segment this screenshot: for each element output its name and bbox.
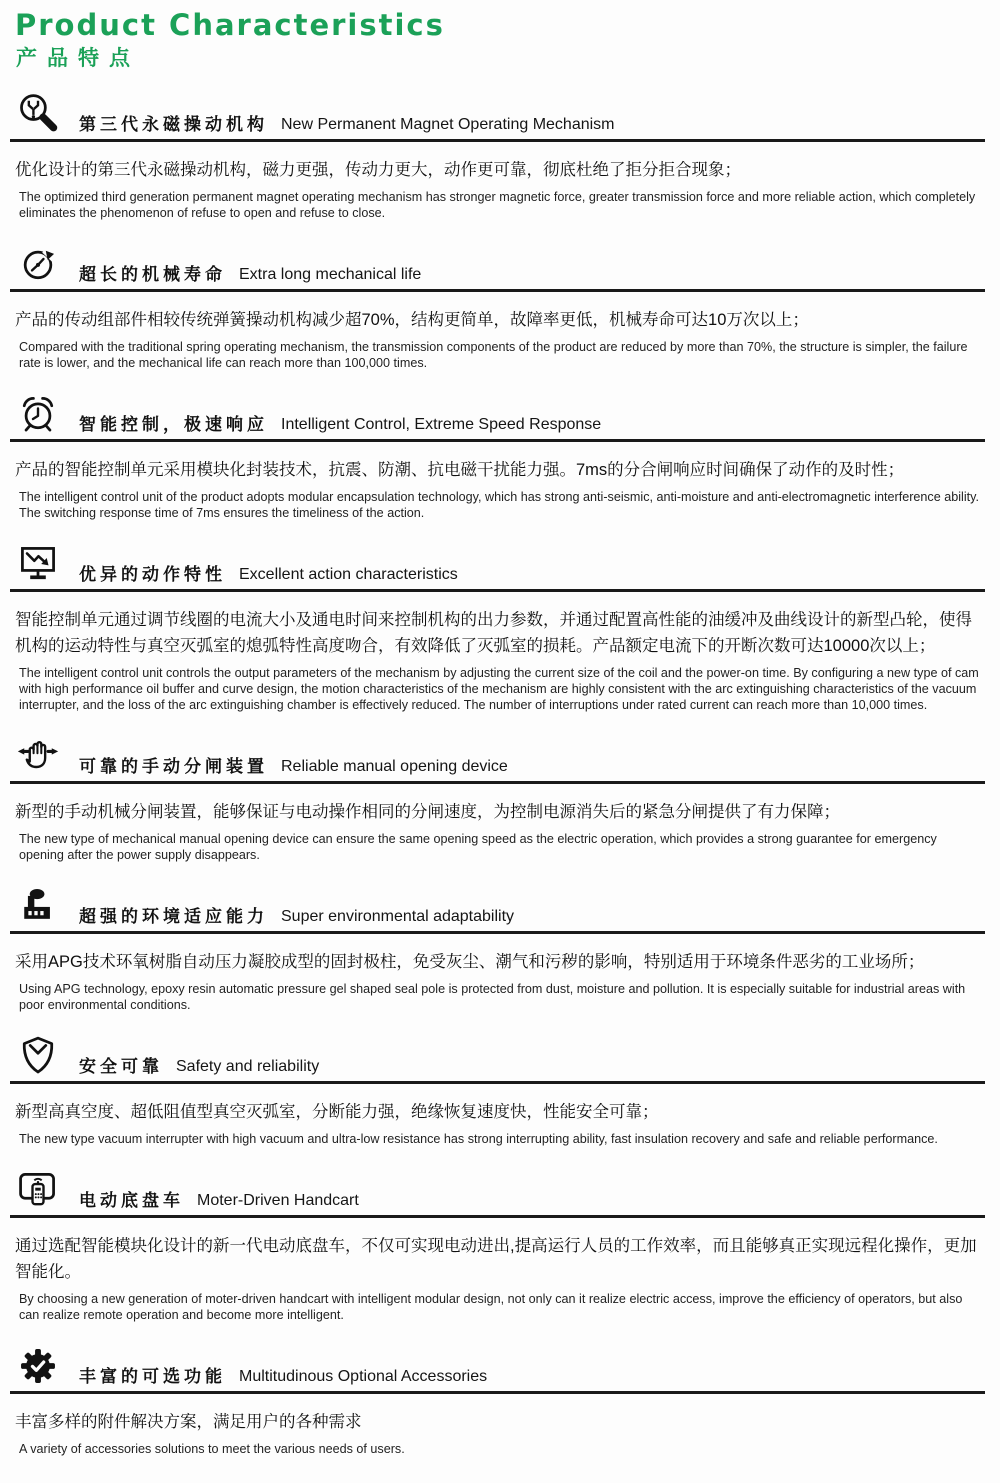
section-divider [10,1215,985,1218]
section-divider [10,931,985,934]
section-divider [10,139,985,142]
page-subtitle: 产品特点 [16,47,140,71]
section-body-zh: 通过选配智能模块化设计的新一代电动底盘车，不仅可实现电动进出,提高运行人员的工作效率，而且能够真正实现远程化操作，更加智能化。 [15,1236,977,1281]
section-body-en: The optimized third generation permanent magnet operating mechanism has stronger magnetic force, greater transmission force and more reliable action, which completely eliminates the phenomenon of refuse to open and refuse to close. [19,189,976,220]
feature-section [0,392,1000,521]
feature-section [0,1168,1000,1323]
section-body-zh: 产品的传动组部件相较传统弹簧操动机构减少超70%，结构更简单，故障率更低，机械寿命可达10万次以上； [15,310,809,329]
feature-section [0,884,1000,1013]
section-header [0,1034,1000,1081]
hand-move-icon [16,734,64,778]
section-header [0,242,1000,289]
section-heading-en: Safety and reliability [176,1057,320,1075]
section-heading-zh: 丰富的可选功能 [79,1366,226,1386]
section-header [0,92,1000,139]
section-header [0,734,1000,781]
section-body-zh: 优化设计的第三代永磁操动机构，磁力更强，传动力更大，动作更可靠，彻底杜绝了拒分拒合现象； [15,160,741,179]
section-body-en: The new type of mechanical manual opening device can ensure the same opening speed as the electric operation, which provides a strong guarantee for emergency opening after the power supply disappears. [19,831,937,862]
section-divider [10,289,985,292]
section-header [0,542,1000,589]
section-heading-zh: 第三代永磁操动机构 [79,114,268,134]
section-heading-en: Reliable manual opening device [281,757,508,775]
feature-section [0,1034,1000,1147]
section-header [0,884,1000,931]
section-heading-en: Excellent action characteristics [239,565,458,583]
clock-cycle-icon [16,242,64,286]
section-body-zh: 产品的智能控制单元采用模块化封装技术，抗震、防潮、抗电磁干扰能力强。7ms的分合闸响应时间确保了动作的及时性； [15,460,905,479]
remote-control-icon [16,1168,64,1212]
section-heading-zh: 智能控制，极速响应 [79,414,268,434]
section-heading-zh: 优异的动作特性 [79,564,226,584]
feature-section [0,242,1000,371]
section-divider [10,1081,985,1084]
section-body-zh: 新型高真空度、超低阻值型真空灭弧室，分断能力强，绝缘恢复速度快，性能安全可靠； [15,1102,659,1121]
section-body-en: The intelligent control unit of the product adopts modular encapsulation technology, which has strong anti-seismic, anti-moisture and anti-electromagnetic interference ability. The switching response time of 7ms ensures the timeliness of the action. [19,489,979,520]
section-body-zh: 新型的手动机械分闸装置，能够保证与电动操作相同的分闸速度，为控制电源消失后的紧急分闸提供了有力保障； [15,802,840,821]
section-body-en: By choosing a new generation of moter-driven handcart with intelligent modular design, not only can it realize electric access, improve the efficiency of operators, but also can realize remote operation and become more intelligent. [19,1291,963,1322]
section-heading-zh: 电动底盘车 [79,1190,184,1210]
section-body-zh: 采用APG技术环氧树脂自动压力凝胶成型的固封极柱，免受灰尘、潮气和污秽的影响，特别适用于环境条件恶劣的工业场所； [15,952,925,971]
feature-section [0,92,1000,221]
factory-icon [16,884,64,928]
magnifier-wrench-icon [16,92,64,136]
section-heading-en: Extra long mechanical life [239,265,422,283]
chart-board-icon [16,542,64,586]
section-body-en: The intelligent control unit controls the output parameters of the mechanism by adjusting the current size of the coil and the power-on time. By configuring a new type of cam with high performance oil buffer and curve design, the motion characteristics of the mechanism are highly consistent with the arc extinguishing characteristics of the vacuum interrupter, and the loss of the arc extinguishing chamber is effectively reduced. The number of interruptions under rated current can reach more than 10,000 times. [19,665,979,712]
section-heading-zh: 安全可靠 [79,1056,163,1076]
section-header [0,1168,1000,1215]
feature-section [0,1344,1000,1457]
section-body-en: Compared with the traditional spring operating mechanism, the transmission components of the product are reduced by more than 70%, the structure is simpler, the failure rate is lower, and the mechanical life can reach more than 100,000 times. [19,339,968,370]
section-body-en: A variety of accessories solutions to meet the various needs of users. [19,1441,405,1456]
section-heading-en: Moter-Driven Handcart [197,1191,359,1209]
section-divider [10,781,985,784]
section-header [0,392,1000,439]
section-body-en: Using APG technology, epoxy resin automatic pressure gel shaped seal pole is protected from dust, moisture and pollution. It is especially suitable for industrial areas with poor environmental conditions. [19,981,966,1012]
shield-icon [16,1034,64,1078]
feature-sections [0,92,1000,1457]
section-heading-zh: 超长的机械寿命 [79,264,226,284]
section-header [0,1344,1000,1391]
section-body-en: The new type vacuum interrupter with high vacuum and ultra-low resistance has strong interrupting ability, fast insulation recovery and safe and reliable performance. [19,1131,938,1146]
section-body-zh: 智能控制单元通过调节线圈的电流大小及通电时间来控制机构的出力参数，并通过配置高性能的油缓冲及曲线设计的新型凸轮，使得机构的运动特性与真空灭弧室的熄弧特性高度吻合，有效降低了灭弧室的损耗。产品额定电流下的开断次数可达10000次以上； [15,610,972,655]
page-title: Product Characteristics [15,8,445,42]
section-heading-en: Multitudinous Optional Accessories [239,1367,488,1385]
feature-section [0,734,1000,863]
section-divider [10,1391,985,1394]
section-heading-en: Intelligent Control, Extreme Speed Response [281,415,602,433]
section-heading-zh: 可靠的手动分闸装置 [79,756,268,776]
section-heading-en: Super environmental adaptability [281,907,515,925]
section-divider [10,589,985,592]
gear-check-icon [16,1344,64,1388]
section-heading-zh: 超强的环境适应能力 [79,906,268,926]
alarm-clock-icon [16,392,64,436]
feature-section [0,542,1000,713]
section-heading-en: New Permanent Magnet Operating Mechanism [281,115,615,133]
section-body-zh: 丰富多样的附件解决方案，满足用户的各种需求 [15,1412,362,1431]
section-divider [10,439,985,442]
